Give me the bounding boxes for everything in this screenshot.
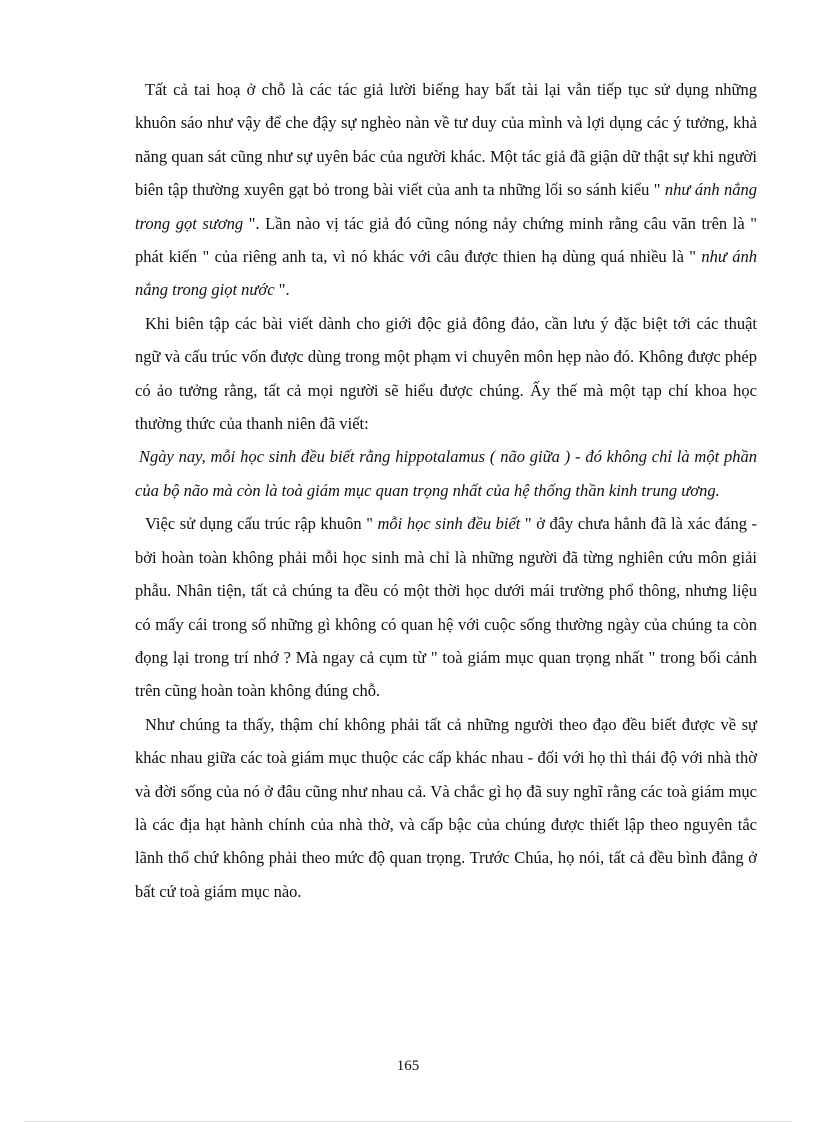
paragraph-1-text-3: ". [274, 280, 290, 300]
page-body [135, 73, 757, 908]
paragraph-1-italic-phrase-2: như ánh nắng trong giọt nước [135, 247, 758, 300]
paragraph-4-text: Như chúng ta thấy, thậm chí không phải tất cả những người theo đạo đều biết được về sự khác nhau giữa các toà giám mục thuộc các cấp khác nhau - đối với họ thì thái độ với nhà thờ và đời sống của nó ở đâu cũng như nhau cả. Và chắc gì họ đã suy nghĩ rằng các toà giám mục là các địa hạt hành chính của nhà thờ, và cấp bậc của chúng được thiết lập theo nguyên tắc lãnh thổ chứ không phải theo mức độ quan trọng. Trước Chúa, họ nói, tất cả đều bình đẳng ở bất cứ toà giám mục nào. [135, 714, 757, 901]
paragraph-3 [135, 507, 757, 707]
page-number: 165 [396, 1058, 420, 1074]
italic-quote: Ngày nay, mỗi học sinh đều biết rằng hippotalamus ( não giữa ) - đó không chỉ là một phần của bộ não mà còn là toà giám mục quan trọng nhất của hệ thống thần kinh trung ương. [135, 447, 757, 500]
paragraph-1-text-1: Tất cả tai hoạ ở chỗ là các tác giả lười biếng hay bất tài lại vẫn tiếp tục sử dụng những khuôn sáo như vậy để che đậy sự nghèo nàn về tư duy của mình và lợi dụng các ý tưởng, khả năng quan sát cũng như sự uyên bác của người khác. Một tác giả đã giận dữ thật sự khi người biên tập thường xuyên gạt bỏ trong bài viết của anh ta những lối so sánh kiểu " [135, 80, 757, 200]
paragraph-3-text-2: " ở đây chưa hẳnh đã là xác đáng - bởi hoàn toàn không phải mỗi học sinh mà chỉ là những người đã từng nghiên cứu môn giải phẫu. Nhân tiện, tất cả chúng ta đều có một thời học dưới mái trường phổ thông, nhưng liệu có mấy cái trong số những gì không có quan hệ với cuộc sống thường ngày của chúng ta còn đọng lại trong trí nhớ ? Mà ngay cả cụm từ " toà giám mục quan trọng nhất " trong bối cảnh trên cũng hoàn toàn không đúng chỗ. [135, 514, 757, 701]
paragraph-1 [135, 73, 757, 307]
paragraph-2 [135, 307, 757, 441]
paragraph-3-text-1: Việc sử dụng cấu trúc rập khuôn " [145, 514, 378, 534]
paragraph-1-italic-phrase-1: như ánh nắng trong gọt sương [135, 180, 757, 233]
paragraph-3-italic-phrase: mỗi học sinh đều biết [377, 514, 521, 534]
paragraph-1-text-2: ". Lần nào vị tác giả đó cũng nóng nảy chứng minh rằng câu văn trên là " phát kiến " của riêng anh ta, vì nó khác với câu được thien hạ dùng quá nhiều là " [135, 213, 757, 267]
paragraph-2-text: Khi biên tập các bài viết dành cho giới độc giả đông đảo, cần lưu ý đặc biệt tới các thuật ngữ và cấu trúc vốn được dùng trong một phạm vi chuyên môn hẹp nào đó. Không được phép có ảo tưởng rằng, tất cả mọi người sẽ hiểu được chúng. Ấy thế mà một tạp chí khoa học thường thức của thanh niên đã viết: [135, 313, 757, 434]
page-bottom-border [25, 1121, 791, 1122]
paragraph-4 [135, 708, 757, 908]
